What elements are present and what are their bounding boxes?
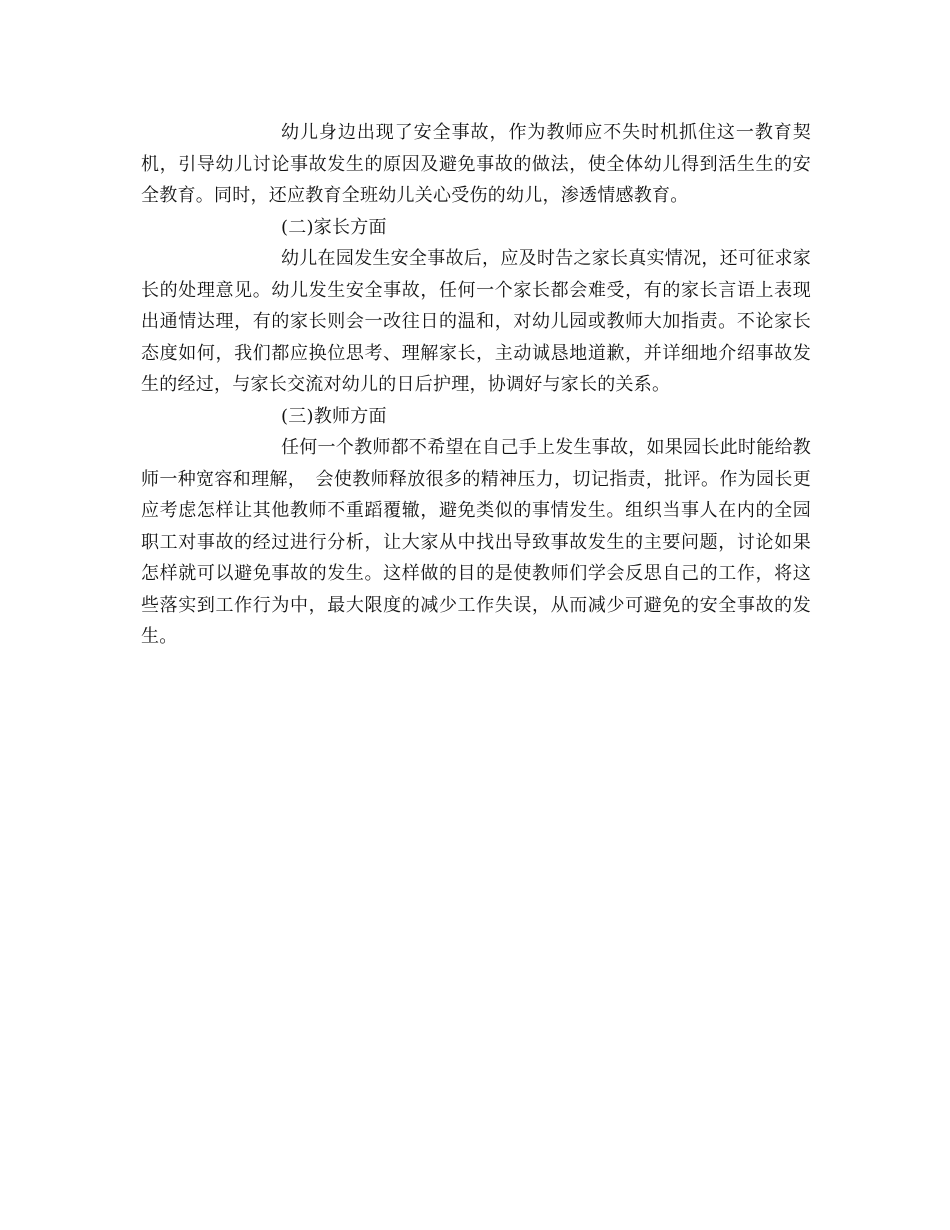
section-heading-teachers: (三)教师方面 xyxy=(281,405,387,427)
section-heading-parents: (二)家长方面 xyxy=(281,216,387,238)
document-body xyxy=(141,117,811,653)
paragraph-teachers: 任何一个教师都不希望在自己手上发生事故，如果园长此时能给教师一种宽容和理解， 会使教师释放很多的精神压力，切记指责，批评。作为园长更应考虑怎样让其他教师不重蹈覆辙，避免类似的事情发生。组织当事人在内的全园职工对事故的经过进行分析，让大家从中找出导致事故发生的主要问题，讨论如果怎样就可以避免事故的发生。这样做的目的是使教师们学会反思自己的工作，将这些落实到工作行为中，最大限度的减少工作失误，从而减少可避免的安全事故的发生。 xyxy=(141,437,811,647)
paragraph-safety-education: 幼儿身边出现了安全事故，作为教师应不失时机抓住这一教育契机，引导幼儿讨论事故发生的原因及避免事故的做法，使全体幼儿得到活生生的安全教育。同时，还应教育全班幼儿关心受伤的幼儿，渗透情感教育。 xyxy=(141,122,811,206)
paragraph-parents: 幼儿在园发生安全事故后，应及时告之家长真实情况，还可征求家长的处理意见。幼儿发生安全事故，任何一个家长都会难受，有的家长言语上表现出通情达理，有的家长则会一改往日的温和，对幼儿园或教师大加指责。不论家长态度如何，我们都应换位思考、理解家长，主动诚恳地道歉，并详细地介绍事故发生的经过，与家长交流对幼儿的日后护理，协调好与家长的关系。 xyxy=(141,248,811,395)
